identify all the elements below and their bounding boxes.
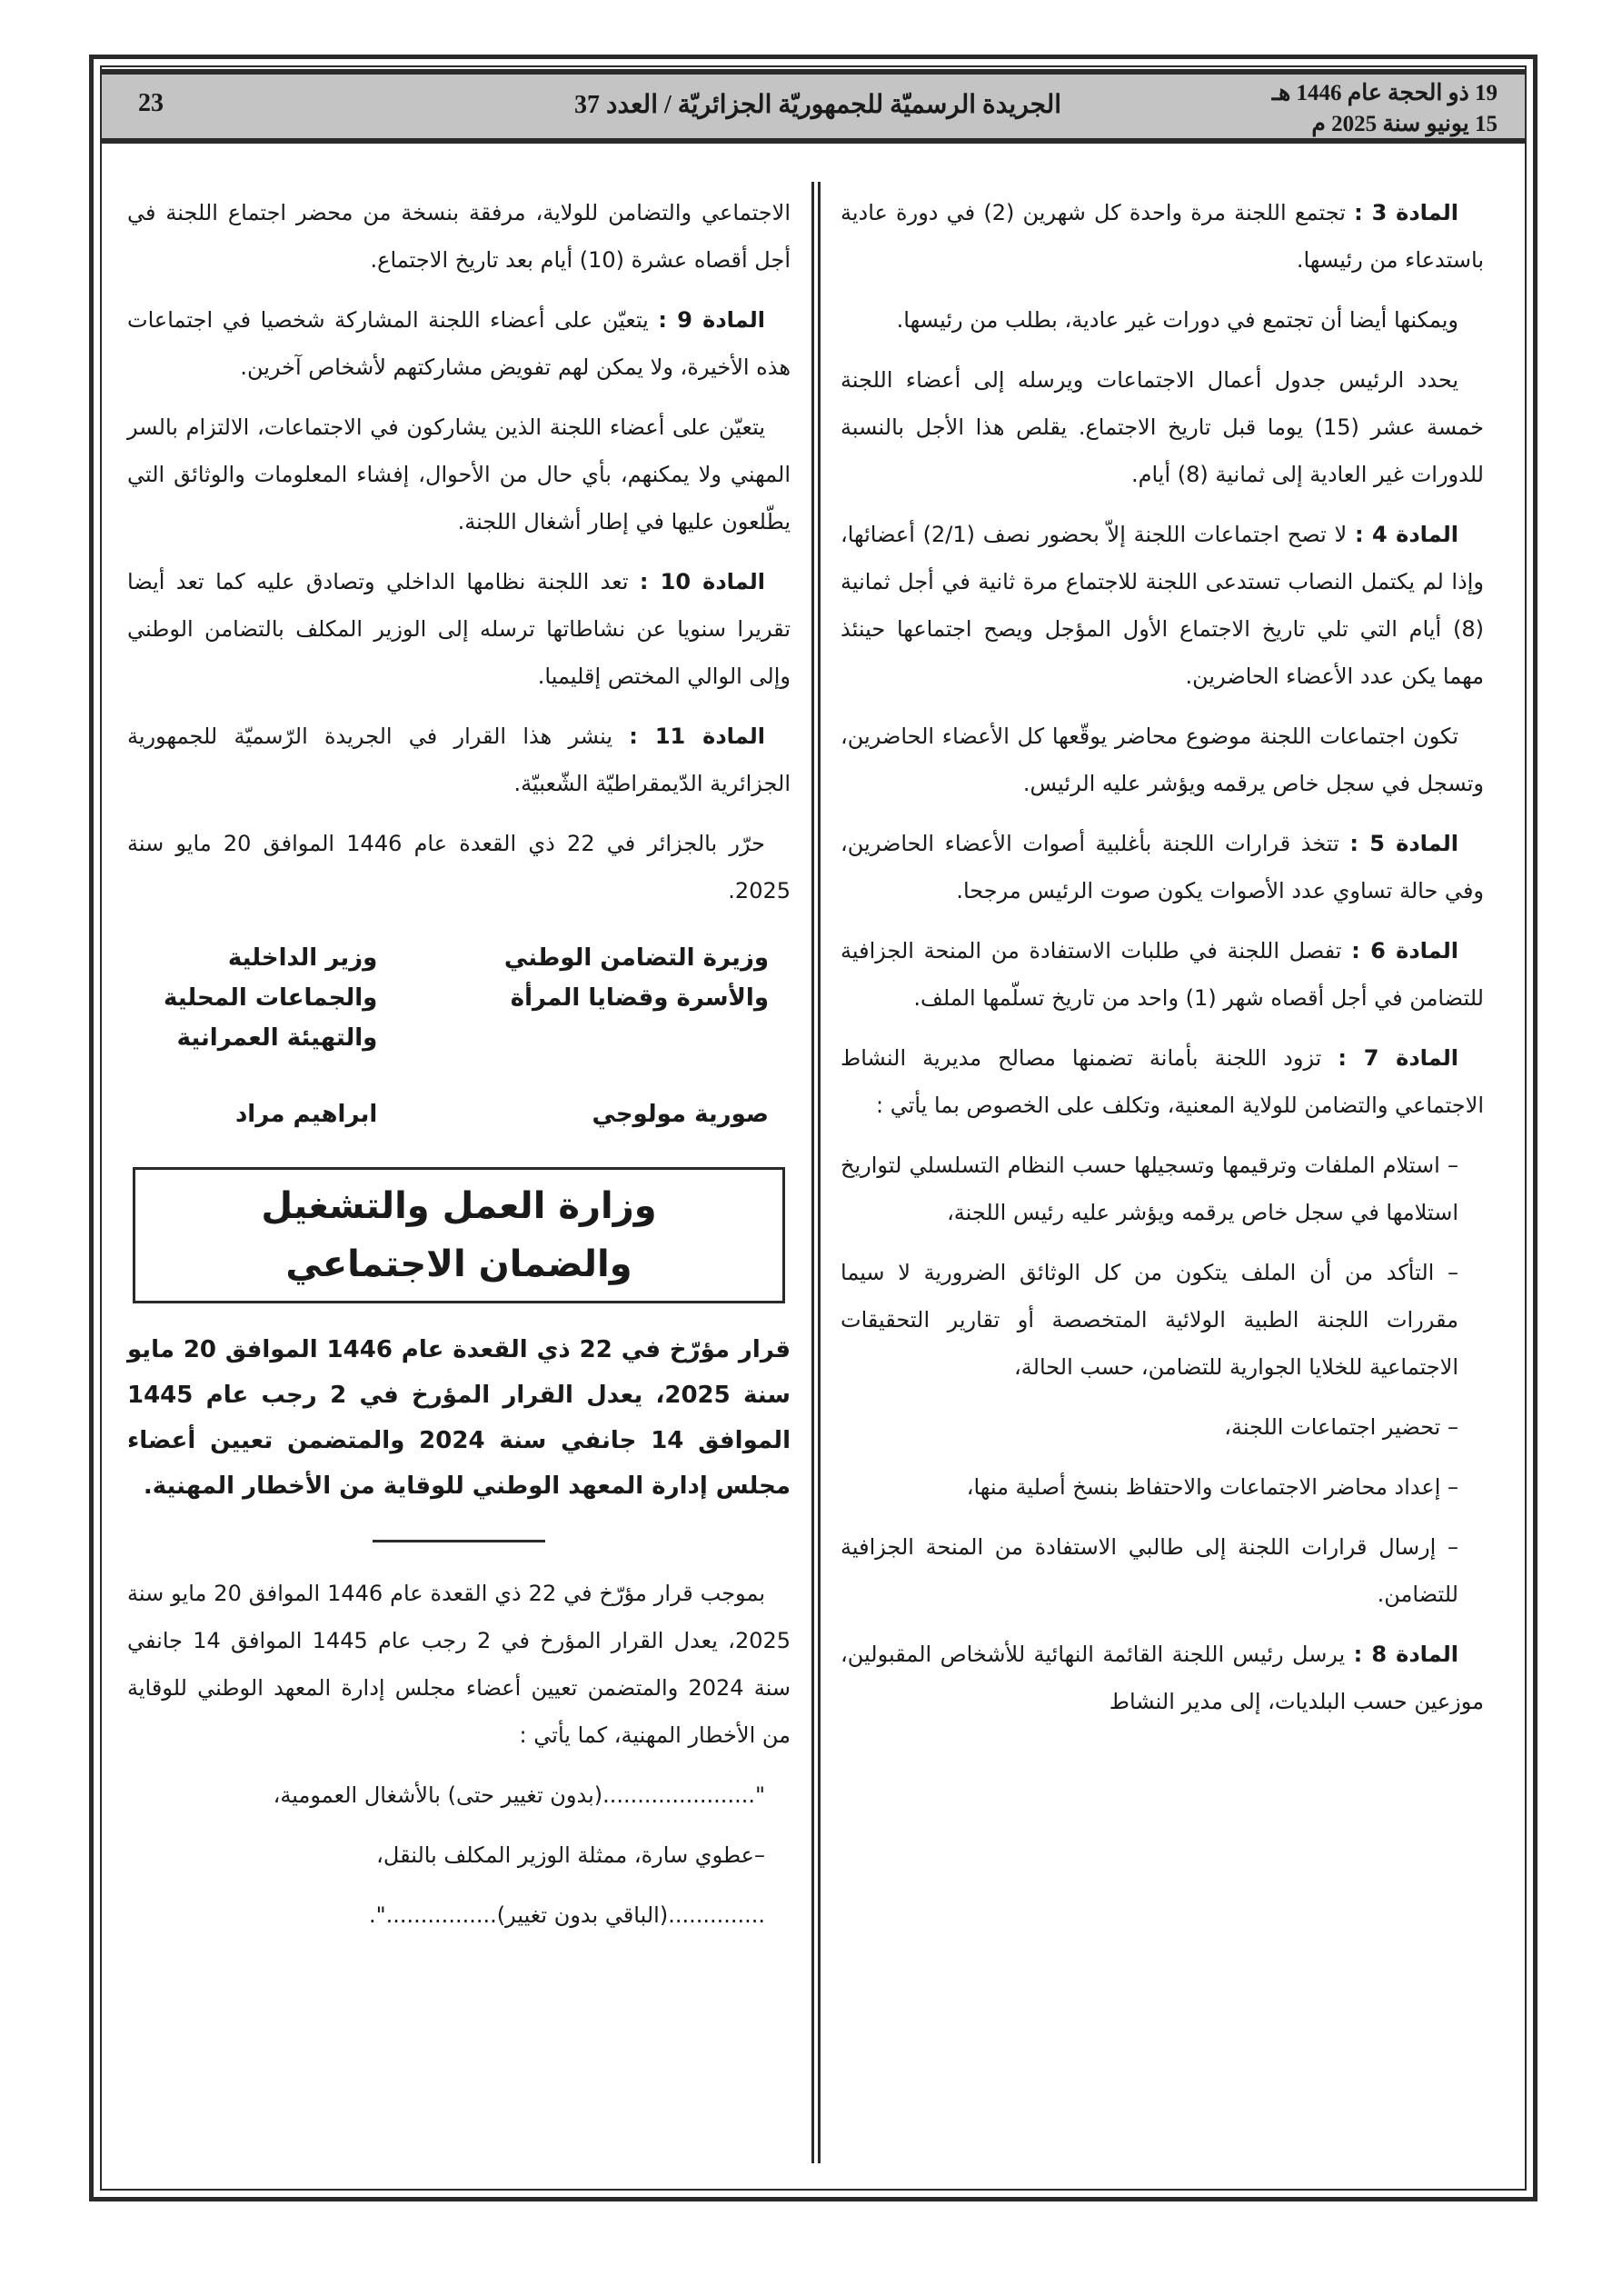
paragraph-text: لا تصح اجتماعات اللجنة إلاّ بحضور نصف (2/1) أعضائها، وإذا لم يكتمل النصاب تستدعى اللجنة للاجتماع مرة ثانية في أجل ثمانية (8) أيام التي تلي تاريخ الاجتماع الأول المؤجل ويصح اجتماعها حينئذ مهما يكن عدد الأعضاء الحاضرين. — [841, 522, 1484, 689]
journal-title: الجريدة الرسميّة للجمهوريّة الجزائريّة / العدد 37 — [574, 91, 1062, 119]
paragraph-text: تزود اللجنة بأمانة تضمنها مصالح مديرية النشاط الاجتماعي والتضامن للولاية المعنية، وتكلف على الخصوص بما يأتي : — [841, 1045, 1484, 1118]
gregorian-date: 15 يونيو سنة 2025 م — [1311, 112, 1498, 136]
signature-solidarity-minister — [504, 938, 769, 1134]
article-paragraph — [127, 296, 791, 391]
paragraph — [841, 713, 1484, 807]
paragraph-text: حرّر بالجزائر في 22 ذي القعدة عام 1446 الموافق 20 مايو سنة 2025. — [127, 831, 791, 903]
signature-title: والأسرة وقضايا المرأة — [510, 984, 769, 1012]
paragraph-text: تتخذ قرارات اللجنة بأغلبية أصوات الأعضاء الحاضرين، وفي حالة تساوي عدد الأصوات يكون صوت الرئيس مرجحا. — [841, 831, 1484, 903]
article-paragraph — [841, 511, 1484, 700]
article-paragraph — [841, 820, 1484, 914]
paragraph-text: – إعداد محاضر الاجتماعات والاحتفاظ بنسخ أصلية منها، — [966, 1474, 1458, 1500]
signature-interior-minister — [164, 938, 377, 1134]
paragraph-text: – إرسال قرارات اللجنة إلى طالبي الاستفادة من المنحة الجزافية للتضامن. — [841, 1534, 1458, 1607]
right-column — [841, 189, 1484, 1738]
article-label: المادة 11 : — [629, 724, 765, 749]
article-label: المادة 5 : — [1349, 831, 1459, 856]
list-item — [841, 1523, 1484, 1618]
decree-item: –عطوي سارة، ممثلة الوزير المكلف بالنقل، — [376, 1842, 765, 1868]
decree-item: "......................(بدون تغيير حتى) بالأشغال العمومية، — [273, 1782, 765, 1808]
decree-item: ..............(الباقي بدون تغيير)................". — [368, 1902, 765, 1928]
article-label: المادة 8 : — [1353, 1642, 1458, 1667]
paragraph-text: الاجتماعي والتضامن للولاية، مرفقة بنسخة من محضر اجتماع اللجنة في أجل أقصاه عشرة (10) أيام بعد تاريخ الاجتماع. — [127, 200, 791, 273]
paragraph — [127, 189, 791, 284]
decree-body: بموجب قرار مؤرّخ في 22 ذي القعدة عام 1446 الموافق 20 مايو سنة 2025، يعدل القرار المؤرخ في 2 رجب عام 1445 الموافق 14 جانفي سنة 2024 والمتضمن تعيين أعضاء مجلس إدارة المعهد الوطني للوقاية من الأخطار المهنية، كما يأتي : — [127, 1581, 791, 1748]
article-paragraph — [841, 1034, 1484, 1129]
ministry-heading-box — [133, 1167, 785, 1303]
signatures — [127, 938, 791, 1134]
separator-rule — [373, 1540, 545, 1542]
paragraph-text: تكون اجتماعات اللجنة موضوع محاضر يوقّعها كل الأعضاء الحاضرين، وتسجل في سجل خاص يرقمه ويؤشر عليه الرئيس. — [841, 724, 1484, 796]
left-articles — [127, 189, 791, 914]
paragraph — [841, 296, 1484, 344]
article-label: المادة 6 : — [1351, 938, 1458, 963]
paragraph-text: – تحضير اجتماعات اللجنة، — [1224, 1414, 1458, 1440]
signature-title: والجماعات المحلية — [164, 984, 378, 1012]
paragraph-text: تفصل اللجنة في طلبات الاستفادة من المنحة الجزافية للتضامن في أجل أقصاه شهر (1) واحد من تاريخ تسلّمها الملف. — [841, 938, 1484, 1011]
signature-title: وزير الداخلية — [227, 944, 378, 972]
article-paragraph — [841, 1631, 1484, 1725]
article-paragraph — [841, 927, 1484, 1022]
article-label: المادة 7 : — [1338, 1045, 1459, 1071]
paragraph-text: – التأكد من أن الملف يتكون من كل الوثائق الضرورية لا سيما مقررات اللجنة الطبية الولائية المتخصصة أو تقارير التحقيقات الاجتماعية للخلايا الجوارية للتضامن، حسب الحالة، — [841, 1260, 1458, 1380]
page-number: 23 — [138, 89, 164, 117]
list-item — [841, 1142, 1484, 1236]
article-label: المادة 4 : — [1354, 522, 1458, 547]
list-item — [841, 1403, 1484, 1451]
paragraph-text: – استلام الملفات وترقيمها وتسجيلها حسب النظام التسلسلي لتواريخ استلامها في سجل خاص يرقمه ويؤشر عليه رئيس اللجنة، — [841, 1153, 1458, 1225]
paragraph-text: يتعيّن على أعضاء اللجنة الذين يشاركون في الاجتماعات، الالتزام بالسر المهني ولا يمكنهم، بأي حال من الأحوال، إفشاء المعلومات والوثائق التي يطّلعون عليها في إطار أشغال اللجنة. — [127, 414, 791, 534]
paragraph — [841, 356, 1484, 498]
hijri-date: 19 ذو الحجة عام 1446 هـ — [1271, 81, 1498, 105]
paragraph-text: يرسل رئيس اللجنة القائمة النهائية للأشخاص المقبولين، موزعين حسب البلديات، إلى مدير النشاط — [841, 1642, 1484, 1714]
paragraph-text: يتعيّن على أعضاء اللجنة المشاركة شخصيا في اجتماعات هذه الأخيرة، ولا يمكن لهم تفويض مشاركتهم لأشخاص آخرين. — [127, 307, 791, 380]
article-paragraph — [127, 713, 791, 807]
page-header — [102, 69, 1525, 144]
ministry-heading-line: والضمان الاجتماعي — [285, 1243, 632, 1285]
signature-name: صورية مولوجي — [592, 1101, 769, 1128]
article-label: المادة 3 : — [1354, 200, 1458, 225]
paragraph-text: تعد اللجنة نظامها الداخلي وتصادق عليه كما تعد أيضا تقريرا سنويا عن نشاطاتها ترسله إلى الوزير المكلف بالتضامن الوطني وإلى الوالي المختص إقليميا. — [127, 569, 791, 689]
list-item — [841, 1249, 1484, 1391]
paragraph — [127, 820, 791, 914]
paragraph-text: يحدد الرئيس جدول أعمال الاجتماعات ويرسله إلى أعضاء اللجنة خمسة عشر (15) يوما قبل تاريخ الاجتماع. يقلص هذا الأجل بالنسبة للدورات غير العادية إلى ثمانية (8) أيام. — [841, 367, 1484, 487]
article-label: المادة 10 : — [639, 569, 766, 594]
ministry-heading-line: وزارة العمل والتشغيل — [261, 1185, 657, 1227]
list-item — [841, 1463, 1484, 1511]
signature-title: وزيرة التضامن الوطني — [503, 944, 769, 972]
paragraph-text: ينشر هذا القرار في الجريدة الرّسميّة للجمهورية الجزائرية الدّيمقراطيّة الشّعبيّة. — [127, 724, 791, 796]
header-date — [1272, 78, 1498, 140]
left-column — [127, 189, 791, 1952]
decree-title: قرار مؤرّخ في 22 ذي القعدة عام 1446 الموافق 20 مايو سنة 2025، يعدل القرار المؤرخ في 2 رجب عام 1445 الموافق 14 جانفي سنة 2024 والمتضمن تعيين أعضاء مجلس إدارة المعهد الوطني للوقاية من الأخطار المهنية. — [127, 1336, 791, 1500]
article-label: المادة 9 : — [658, 307, 766, 333]
paragraph-text: ويمكنها أيضا أن تجتمع في دورات غير عادية، بطلب من رئيسها. — [896, 307, 1458, 333]
article-paragraph — [127, 558, 791, 700]
column-divider — [811, 182, 821, 2163]
paragraph — [127, 404, 791, 545]
signature-title: والتهيئة العمرانية — [176, 1024, 378, 1052]
article-paragraph — [841, 189, 1484, 284]
signature-name: ابراهيم مراد — [234, 1101, 378, 1128]
paragraph-text: تجتمع اللجنة مرة واحدة كل شهرين (2) في دورة عادية باستدعاء من رئيسها. — [841, 200, 1484, 273]
